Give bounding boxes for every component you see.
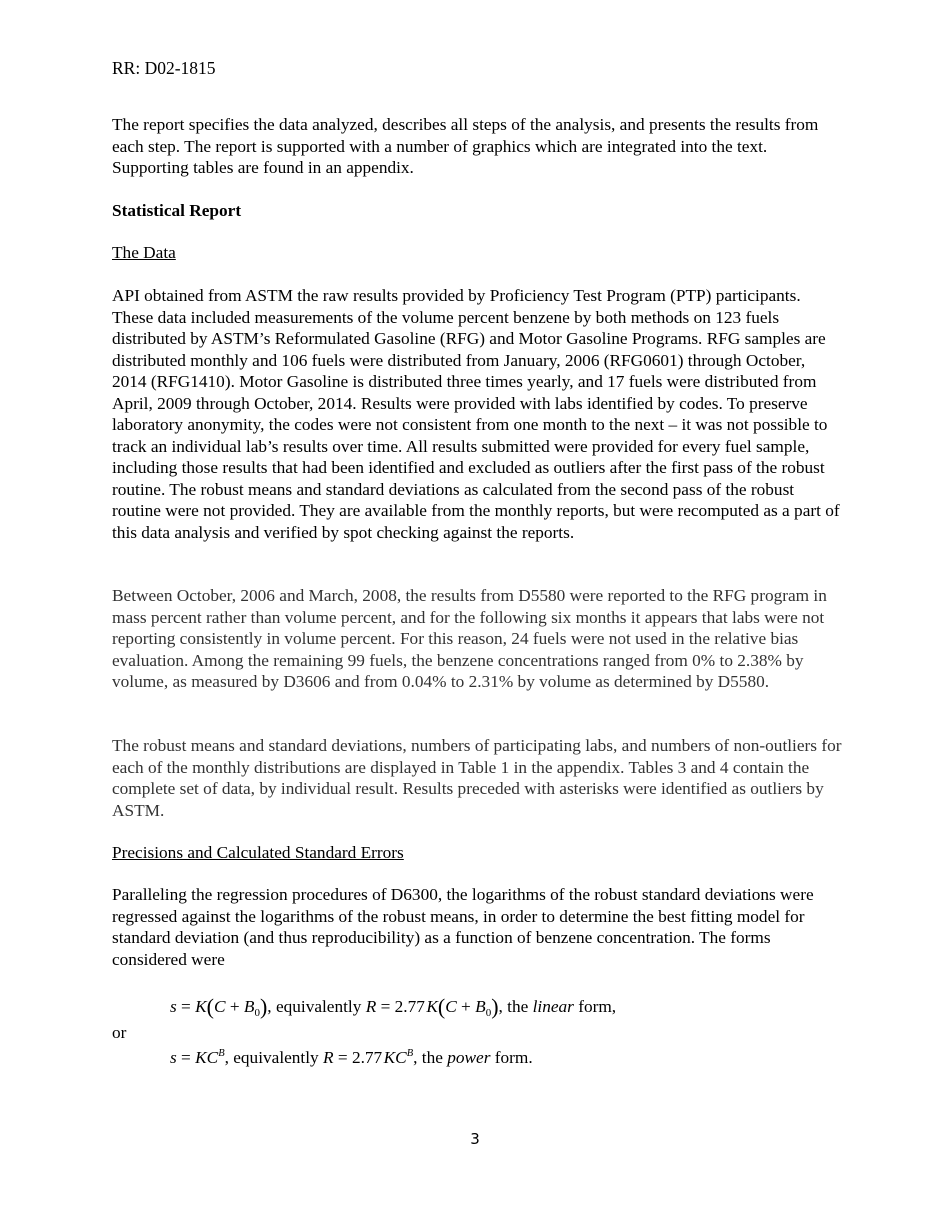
precision-paragraph: Paralleling the regression procedures of D6300, the logarithms of the robust standard deviations were regressed against the logarithms of the robust means, in order to determine the best fitting model for standard deviation (and thus reproducibility) as a function of benzene concentration. The forms considered were — [112, 885, 814, 969]
page-number: 3 — [470, 1130, 480, 1148]
data-paragraph-2: Between October, 2006 and March, 2008, the results from D5580 were reported to the RFG program in mass percent rather than volume percent, and for the following six months it appears that labs were not reporting consistently in volume percent. For this reason, 24 fuels were not used in the relative bias evaluation. Among the remaining 99 fuels, the benzene concentrations ranged from 0% to 2.38% by volume, as measured by D3606 and from 0.04% to 2.31% by volume as determined by D5580. — [112, 586, 827, 691]
linear-equation-s: $s = K(C + B_0)$ — [170, 994, 268, 1019]
power-equation-connector: , equivalently — [224, 1048, 323, 1067]
power-coefficient: 2.77 — [351, 1048, 383, 1067]
power-form-equation — [170, 1048, 533, 1068]
report-code-header: RR: D02-1815 — [112, 58, 216, 78]
data-heading: The Data — [112, 243, 176, 262]
linear-equation-tail-pre: , the — [498, 997, 533, 1016]
power-label: power — [447, 1048, 491, 1067]
power-equation-s: $s = KC^B$ — [170, 1048, 225, 1067]
intro-paragraph: The report specifies the data analyzed, describes all steps of the analysis, and presents the results from each step. The report is supported with a number of graphics which are integrated into the text. Supporting tables are found in an appendix. — [112, 115, 819, 177]
linear-equation-connector: , equivalently — [267, 997, 366, 1016]
section-title: Statistical Report — [112, 201, 242, 220]
data-paragraph-3: The robust means and standard deviations, numbers of participating labs, and numbers of non-outliers for each of the monthly distributions are displayed in Table 1 in the appendix. Tables 3 and 4 contain the complete set of data, by individual result. Results preceded with asterisks were identified as outliers by ASTM. — [112, 736, 842, 820]
linear-equation-tail-post: form, — [573, 997, 617, 1016]
linear-label: linear — [532, 997, 574, 1016]
data-paragraph-1: API obtained from ASTM the raw results provided by Proficiency Test Program (PTP) participants. These data included measurements of the volume percent benzene by both methods on 123 fuels distributed by ASTM’s Reformulated Gasoline (RFG) and Motor Gasoline Programs. RFG samples are distributed monthly and 106 fuels were distributed from January, 2006 (RFG0601) through October, 2014 (RFG1410). Motor Gasoline is distributed three times yearly, and 17 fuels were distributed from April, 2009 through October, 2014. Results were provided with labs identified by codes. To preserve laboratory anonymity, the codes were not consistent from one month to the next – it was not possible to track an individual lab’s results over time. All results submitted were provided for every fuel sample, including those results that had been identified and excluded as outliers after the first pass of the robust routine. The robust means and standard deviations as calculated from the second pass of the robust routine were not provided. They are available from the monthly reports, but were recomputed as a part of this data analysis and verified by spot checking against the reports. — [112, 286, 840, 542]
or-connector: or — [112, 1023, 127, 1042]
power-equation-tail-post: form. — [490, 1048, 533, 1067]
power-equation-r: R = 2.77 $KC^B$ — [323, 1048, 414, 1067]
linear-form-equation — [170, 994, 616, 1020]
linear-equation-r: R = 2.77 $K(C + B_0)$ — [365, 994, 499, 1019]
linear-coefficient: 2.77 — [394, 997, 425, 1016]
precision-heading: Precisions and Calculated Standard Errors — [112, 843, 404, 862]
power-equation-tail-pre: , the — [413, 1048, 448, 1067]
